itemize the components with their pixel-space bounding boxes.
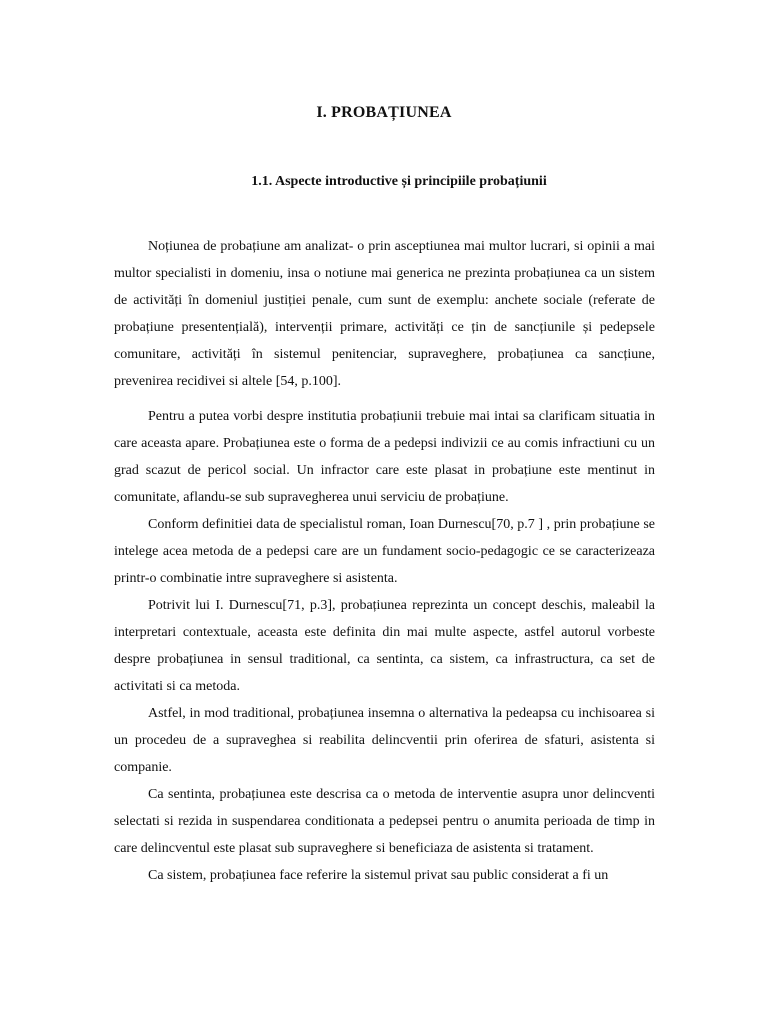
section-title: 1.1. Aspecte introductive și principiile probațiunii bbox=[251, 174, 547, 189]
paragraph: Conform definitiei data de specialistul roman, Ioan Durnescu[70, p.7 ] , prin probațiune se intelege acea metoda de a pedepsi care are un fundament socio-pedagogic ce se caracterizeaza printr-o combinatie intre supraveghere si asistenta. bbox=[114, 517, 655, 586]
paragraph: Noțiunea de probațiune am analizat- o prin asceptiunea mai multor lucrari, si opinii a mai multor specialisti in domeniu, insa o notiune mai generica ne prezinta probațiunea ca un sistem de activități în domeniul justiției penale, cum sunt de exemplu: anchete sociale (referate de probațiune presentențială), intervenții primare, activități ce țin de sancțiunile și pedepsele comunitare, activități în sistemul penitenciar, supraveghere, probațiunea ca sancțiune, prevenirea recidivei si altele [54, p.100]. bbox=[114, 239, 655, 389]
chapter-title: I. PROBAȚIUNEA bbox=[316, 104, 452, 121]
paragraph: Potrivit lui I. Durnescu[71, p.3], probațiunea reprezinta un concept deschis, maleabil la interpretari contextuale, aceasta este definita din mai multe aspecte, astfel autorul vorbeste despre probațiunea in sensul traditional, ca sentinta, ca sistem, ca infrastructura, ca set de activitati si ca metoda. bbox=[114, 598, 655, 694]
document-body bbox=[114, 233, 655, 889]
paragraph: Pentru a putea vorbi despre institutia probațiunii trebuie mai intai sa clarificam situatia in care aceasta apare. Probațiunea este o forma de a pedepsi indivizii ce au comis infractiuni cu un grad scazut de pericol social. Un infractor care este plasat in probațiune este mentinut in comunitate, aflandu-se sub supravegherea unui serviciu de probațiune. bbox=[114, 409, 655, 505]
paragraph: Ca sentinta, probațiunea este descrisa ca o metoda de interventie asupra unor delincventi selectati si rezida in suspendarea conditionata a pedepsei pentru o anumita perioada de timp in care delincventul este plasat sub supraveghere si beneficiaza de asistenta si tratament. bbox=[114, 787, 655, 856]
paragraph: Ca sistem, probațiunea face referire la sistemul privat sau public considerat a fi un bbox=[148, 868, 609, 883]
paragraph: Astfel, in mod traditional, probațiunea insemna o alternativa la pedeapsa cu inchisoarea si un procedeu de a supraveghea si reabilita delincventii prin oferirea de sfaturi, asistenta si companie. bbox=[114, 706, 655, 775]
